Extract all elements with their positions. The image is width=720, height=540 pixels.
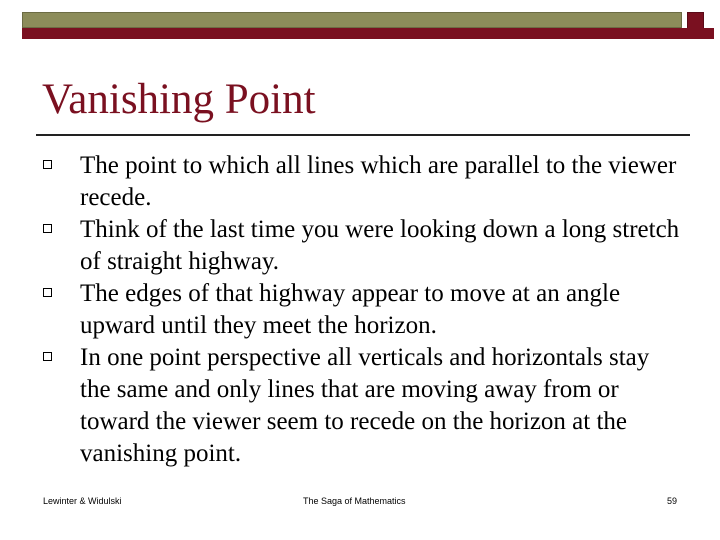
bullet-item [42, 214, 682, 278]
hollow-square-bullet-icon [43, 288, 52, 297]
bullet-text: The point to which all lines which are parallel to the viewer recede. [80, 152, 677, 211]
bullet-text: Think of the last time you were looking down a long stretch of straight highway. [80, 216, 680, 275]
footer-book-title: The Saga of Mathematics [303, 496, 406, 506]
footer-authors: Lewinter & Widulski [43, 496, 122, 506]
bullet-item [42, 278, 682, 342]
top-decoration-square [687, 12, 704, 29]
hollow-square-bullet-icon [43, 160, 52, 169]
bullet-text: In one point perspective all verticals and horizontals stay the same and only lines that are moving away from or toward the viewer seem to recede on the horizon at the vanishing point. [80, 344, 650, 467]
slide-title: Vanishing Point [42, 76, 316, 123]
slide-number: 59 [667, 496, 678, 506]
top-decoration-olive-band [22, 12, 682, 28]
title-divider [36, 134, 690, 136]
hollow-square-bullet-icon [43, 224, 52, 233]
hollow-square-bullet-icon [43, 352, 52, 361]
bullet-item [42, 342, 682, 470]
top-decoration-red-band [22, 28, 714, 39]
bullet-text: The edges of that highway appear to move at an angle upward until they meet the horizon. [80, 280, 621, 339]
bullet-list [42, 150, 682, 470]
bullet-item [42, 150, 682, 214]
